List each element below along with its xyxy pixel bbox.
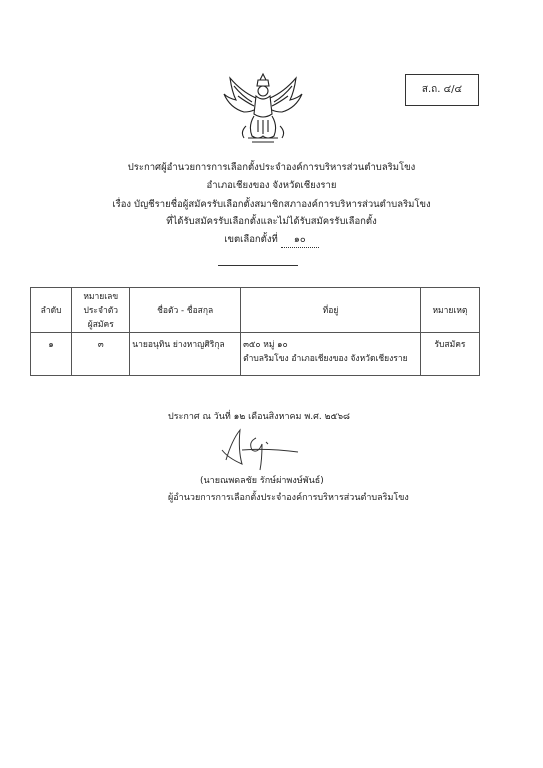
announcement-date: ประกาศ ณ วันที่ ๑๒ เดือนสิงหาคม พ.ศ. ๒๕๖๘ (168, 412, 350, 422)
candidate-table (30, 287, 480, 376)
header-seq: ลำดับ (31, 288, 72, 333)
cell-name: นายอนุทิน ย่างหาญศิริกุล (130, 333, 241, 376)
header-number-line-1: หมายเลข (83, 292, 119, 302)
cell-seq: ๑ (31, 333, 72, 376)
header-subject-line: เรื่อง บัญชีรายชื่อผู้สมัครรับเลือกตั้งสมาชิกสภาองค์การบริหารส่วนตำบลริมโขง (112, 199, 431, 210)
form-code: ส.ถ. ๔/๔ (421, 84, 463, 95)
header-subject-line-2: ที่ได้รับสมัครรับเลือกตั้งและไม่ได้รับสมัครรับเลือกตั้ง (166, 216, 377, 227)
table-row (31, 333, 480, 376)
header-location-line: อำเภอเชียงของ จังหวัดเชียงราย (206, 180, 337, 191)
district-label: เขตเลือกตั้งที่ (224, 234, 278, 245)
address-line-2: ตำบลริมโขง อำเภอเชียงของ จังหวัดเชียงราย (243, 354, 408, 364)
header-name: ชื่อตัว - ชื่อสกุล (130, 288, 241, 333)
cell-address (241, 333, 421, 376)
header-number-line-2: ประจำตัว (83, 306, 119, 316)
address-line-1: ๓๕๐ หมู่ ๑๐ (243, 340, 288, 350)
cell-candidate-number: ๓ (72, 333, 130, 376)
cell-note: รับสมัคร (420, 333, 479, 376)
garuda-emblem-icon (222, 70, 304, 150)
header-address: ที่อยู่ (241, 288, 421, 333)
district-number: ๑๐ (281, 232, 319, 248)
header-note: หมายเหตุ (420, 288, 479, 333)
header-number-line-3: ผู้สมัคร (87, 320, 114, 330)
signer-name: (นายณพดลชัย รักษ์ผ่าพงษ์พันธ์) (200, 476, 324, 486)
header-district-line (0, 232, 543, 248)
signature-icon (218, 420, 308, 472)
form-code-box (405, 74, 479, 106)
table-header-row (31, 288, 480, 333)
signer-position: ผู้อำนวยการการเลือกตั้งประจำองค์การบริหารส่วนตำบลริมโขง (168, 493, 409, 503)
header-candidate-number (72, 288, 130, 333)
header-divider (218, 265, 298, 266)
header-title-line: ประกาศผู้อำนวยการการเลือกตั้งประจำองค์การบริหารส่วนตำบลริมโขง (127, 162, 416, 173)
